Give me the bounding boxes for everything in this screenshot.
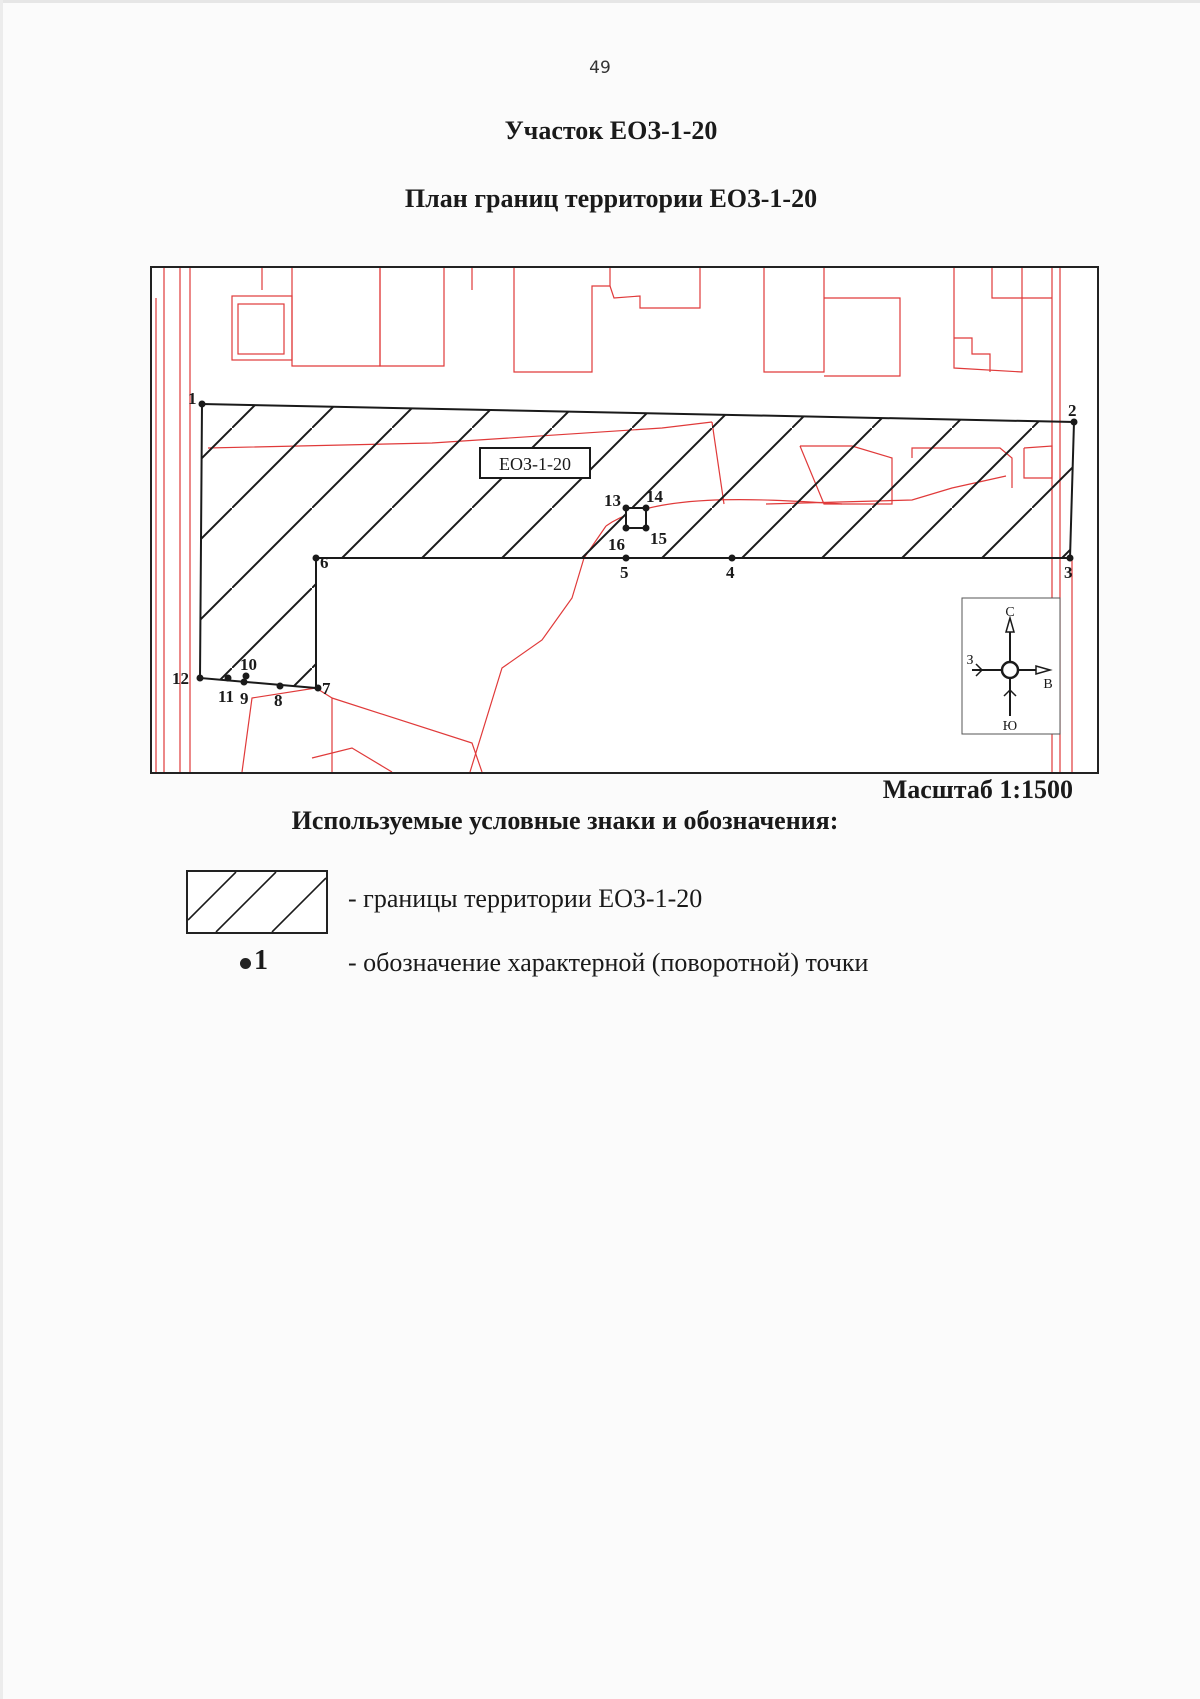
zone-label-text: ЕОЗ-1-20 <box>499 454 571 474</box>
point-label-1: 1 <box>188 389 197 408</box>
legend-hatch-swatch <box>186 870 328 934</box>
point-label-7: 7 <box>322 679 331 698</box>
point-label-10: 10 <box>240 655 257 674</box>
compass-south: Ю <box>1002 719 1018 734</box>
point-label-11: 11 <box>218 687 235 706</box>
point-label-2: 2 <box>1068 401 1077 420</box>
point-label-4: 4 <box>726 563 735 582</box>
point-16 <box>623 525 630 532</box>
point-1 <box>199 401 206 408</box>
point-13 <box>623 505 630 512</box>
page-number: 49 <box>589 58 611 78</box>
compass-west: З <box>966 653 974 668</box>
territory-zone <box>152 268 1097 772</box>
point-8 <box>277 683 284 690</box>
point-label-12: 12 <box>172 669 189 688</box>
point-4 <box>729 555 736 562</box>
point-9 <box>241 679 248 686</box>
legend-item-point-text: - обозначение характерной (поворотной) точки <box>348 948 869 977</box>
point-label-9: 9 <box>240 689 249 708</box>
point-12 <box>197 675 204 682</box>
legend-point-symbol <box>240 945 268 977</box>
point-7 <box>315 685 322 692</box>
point-6 <box>313 555 320 562</box>
legend-point-number: 1 <box>254 945 268 976</box>
point-label-16: 16 <box>608 535 625 554</box>
zone-label <box>480 448 590 478</box>
point-5 <box>623 555 630 562</box>
compass-rose-icon <box>962 598 1060 734</box>
compass-east: В <box>1043 677 1053 692</box>
scale-label: Масштаб 1:1500 <box>882 775 1073 804</box>
point-label-15: 15 <box>650 529 667 548</box>
point-label-14: 14 <box>646 487 663 506</box>
page-title: Участок ЕОЗ-1-20 <box>504 116 718 145</box>
boundary-plan-map <box>150 266 1099 774</box>
legend-item-boundary-text: - границы территории ЕОЗ-1-20 <box>348 884 703 913</box>
point-label-3: 3 <box>1064 563 1073 582</box>
point-label-8: 8 <box>274 691 283 710</box>
plan-title: План границ территории ЕОЗ-1-20 <box>404 184 818 213</box>
point-label-13: 13 <box>604 491 621 510</box>
point-dot-icon <box>240 958 251 969</box>
point-label-5: 5 <box>620 563 629 582</box>
compass-north: С <box>1005 605 1015 620</box>
point-11 <box>225 675 232 682</box>
point-15 <box>643 525 650 532</box>
page-edge-top <box>0 0 1200 3</box>
point-label-6: 6 <box>320 553 329 572</box>
legend-title: Используемые условные знаки и обозначения: <box>291 806 839 835</box>
point-3 <box>1067 555 1074 562</box>
page-edge-left <box>0 0 3 1699</box>
